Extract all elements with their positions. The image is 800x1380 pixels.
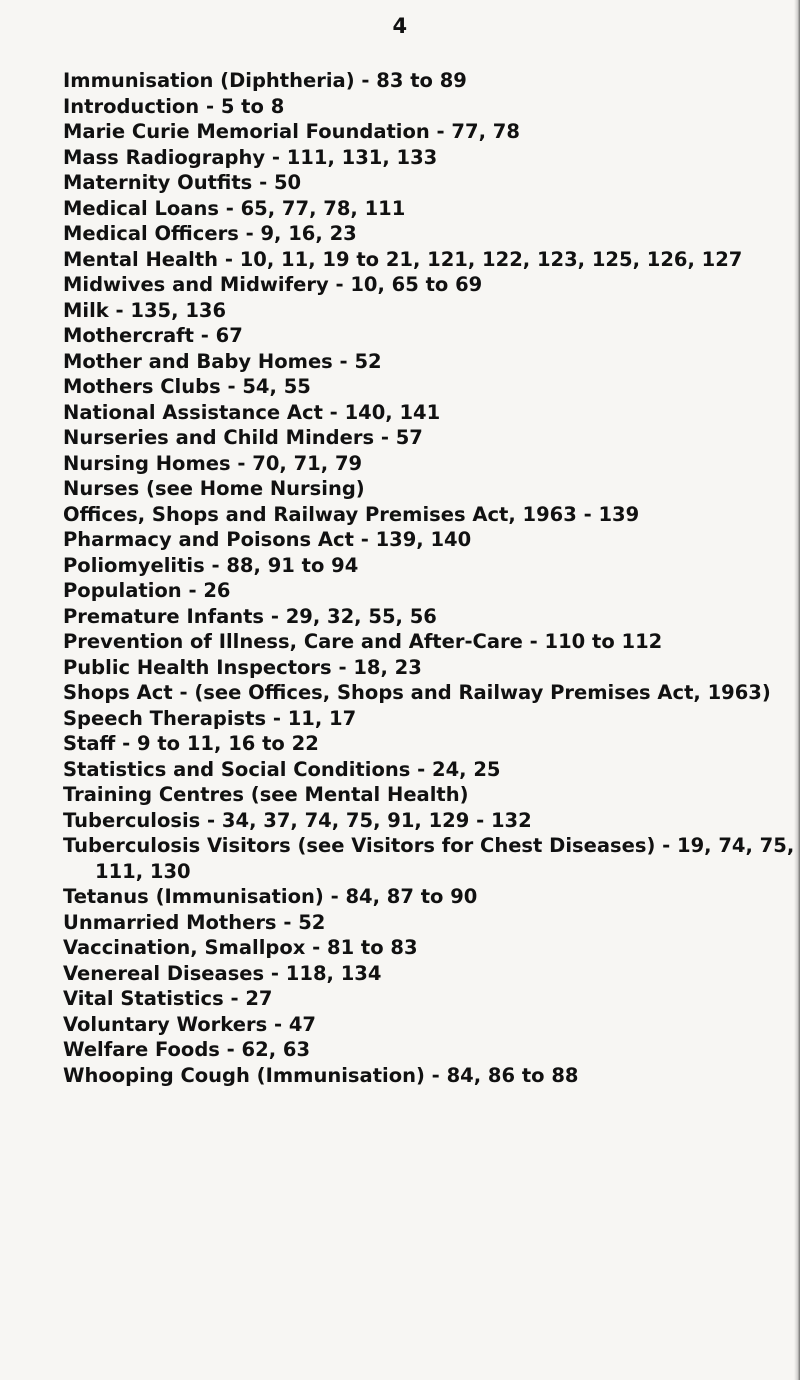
index-entry: Speech Therapists - 11, 17 <box>63 706 357 730</box>
index-entry: Vital Statistics - 27 <box>63 987 273 1010</box>
index-entry: Midwives and Midwifery - 10, 65 to 69 <box>63 273 483 296</box>
index-entry: Premature Infants - 29, 32, 55, 56 <box>63 604 437 628</box>
index-entry: Training Centres (see Mental Health) <box>63 783 469 806</box>
index-entry: Staff - 9 to 11, 16 to 22 <box>63 732 319 755</box>
index-entry: Poliomyelitis - 88, 91 to 94 <box>63 553 359 577</box>
index-entry-continuation: 111, 130 <box>95 859 191 883</box>
index-entry: Population - 26 <box>63 579 231 602</box>
index-entry: Mental Health - 10, 11, 19 to 21, 121, 122, 123, 125, 126, 127 <box>63 247 743 271</box>
index-entry: Introduction - 5 to 8 <box>63 94 285 118</box>
index-entry: Statistics and Social Conditions - 24, 25 <box>63 757 501 781</box>
page-edge-shadow <box>794 0 800 1380</box>
index-entry: Tetanus (Immunisation) - 84, 87 to 90 <box>63 885 478 908</box>
index-entry: Welfare Foods - 62, 63 <box>63 1038 311 1061</box>
index-list <box>63 68 798 1088</box>
index-entry: Mother and Baby Homes - 52 <box>63 349 382 373</box>
index-entry: Tuberculosis Visitors (see Visitors for Chest Diseases) - 19, 74, 75, <box>63 834 795 857</box>
index-entry: Voluntary Workers - 47 <box>63 1012 316 1036</box>
index-entry: Nurses (see Home Nursing) <box>63 477 365 500</box>
index-entry: Marie Curie Memorial Foundation - 77, 78 <box>63 120 520 143</box>
index-entry: Public Health Inspectors - 18, 23 <box>63 655 422 679</box>
index-entry: Immunisation (Diphtheria) - 83 to 89 <box>63 69 467 92</box>
index-entry: Vaccination, Smallpox - 81 to 83 <box>63 936 418 959</box>
index-entry: Unmarried Mothers - 52 <box>63 910 326 934</box>
index-entry: Pharmacy and Poisons Act - 139, 140 <box>63 528 472 551</box>
index-entry: Prevention of Illness, Care and After-Care - 110 to 112 <box>63 630 663 653</box>
index-entry: Shops Act - (see Offices, Shops and Railway Premises Act, 1963) <box>63 681 771 704</box>
index-entry: Tuberculosis - 34, 37, 74, 75, 91, 129 - 132 <box>63 808 532 832</box>
page-number: 4 <box>392 14 408 38</box>
index-entry: Offices, Shops and Railway Premises Act, 1963 - 139 <box>63 502 640 526</box>
index-entry: Mass Radiography - 111, 131, 133 <box>63 145 438 169</box>
index-entry: Nurseries and Child Minders - 57 <box>63 426 423 449</box>
index-entry: Milk - 135, 136 <box>63 298 227 322</box>
index-entry: Medical Loans - 65, 77, 78, 111 <box>63 196 406 220</box>
index-entry: Mothercraft - 67 <box>63 324 243 347</box>
index-entry: Whooping Cough (Immunisation) - 84, 86 to 88 <box>63 1063 579 1087</box>
index-entry: Mothers Clubs - 54, 55 <box>63 375 311 398</box>
index-entry: Nursing Homes - 70, 71, 79 <box>63 451 363 475</box>
index-entry: National Assistance Act - 140, 141 <box>63 400 441 424</box>
index-entry: Maternity Outfits - 50 <box>63 171 302 194</box>
index-entry: Medical Officers - 9, 16, 23 <box>63 222 357 245</box>
index-entry: Venereal Diseases - 118, 134 <box>63 961 382 985</box>
